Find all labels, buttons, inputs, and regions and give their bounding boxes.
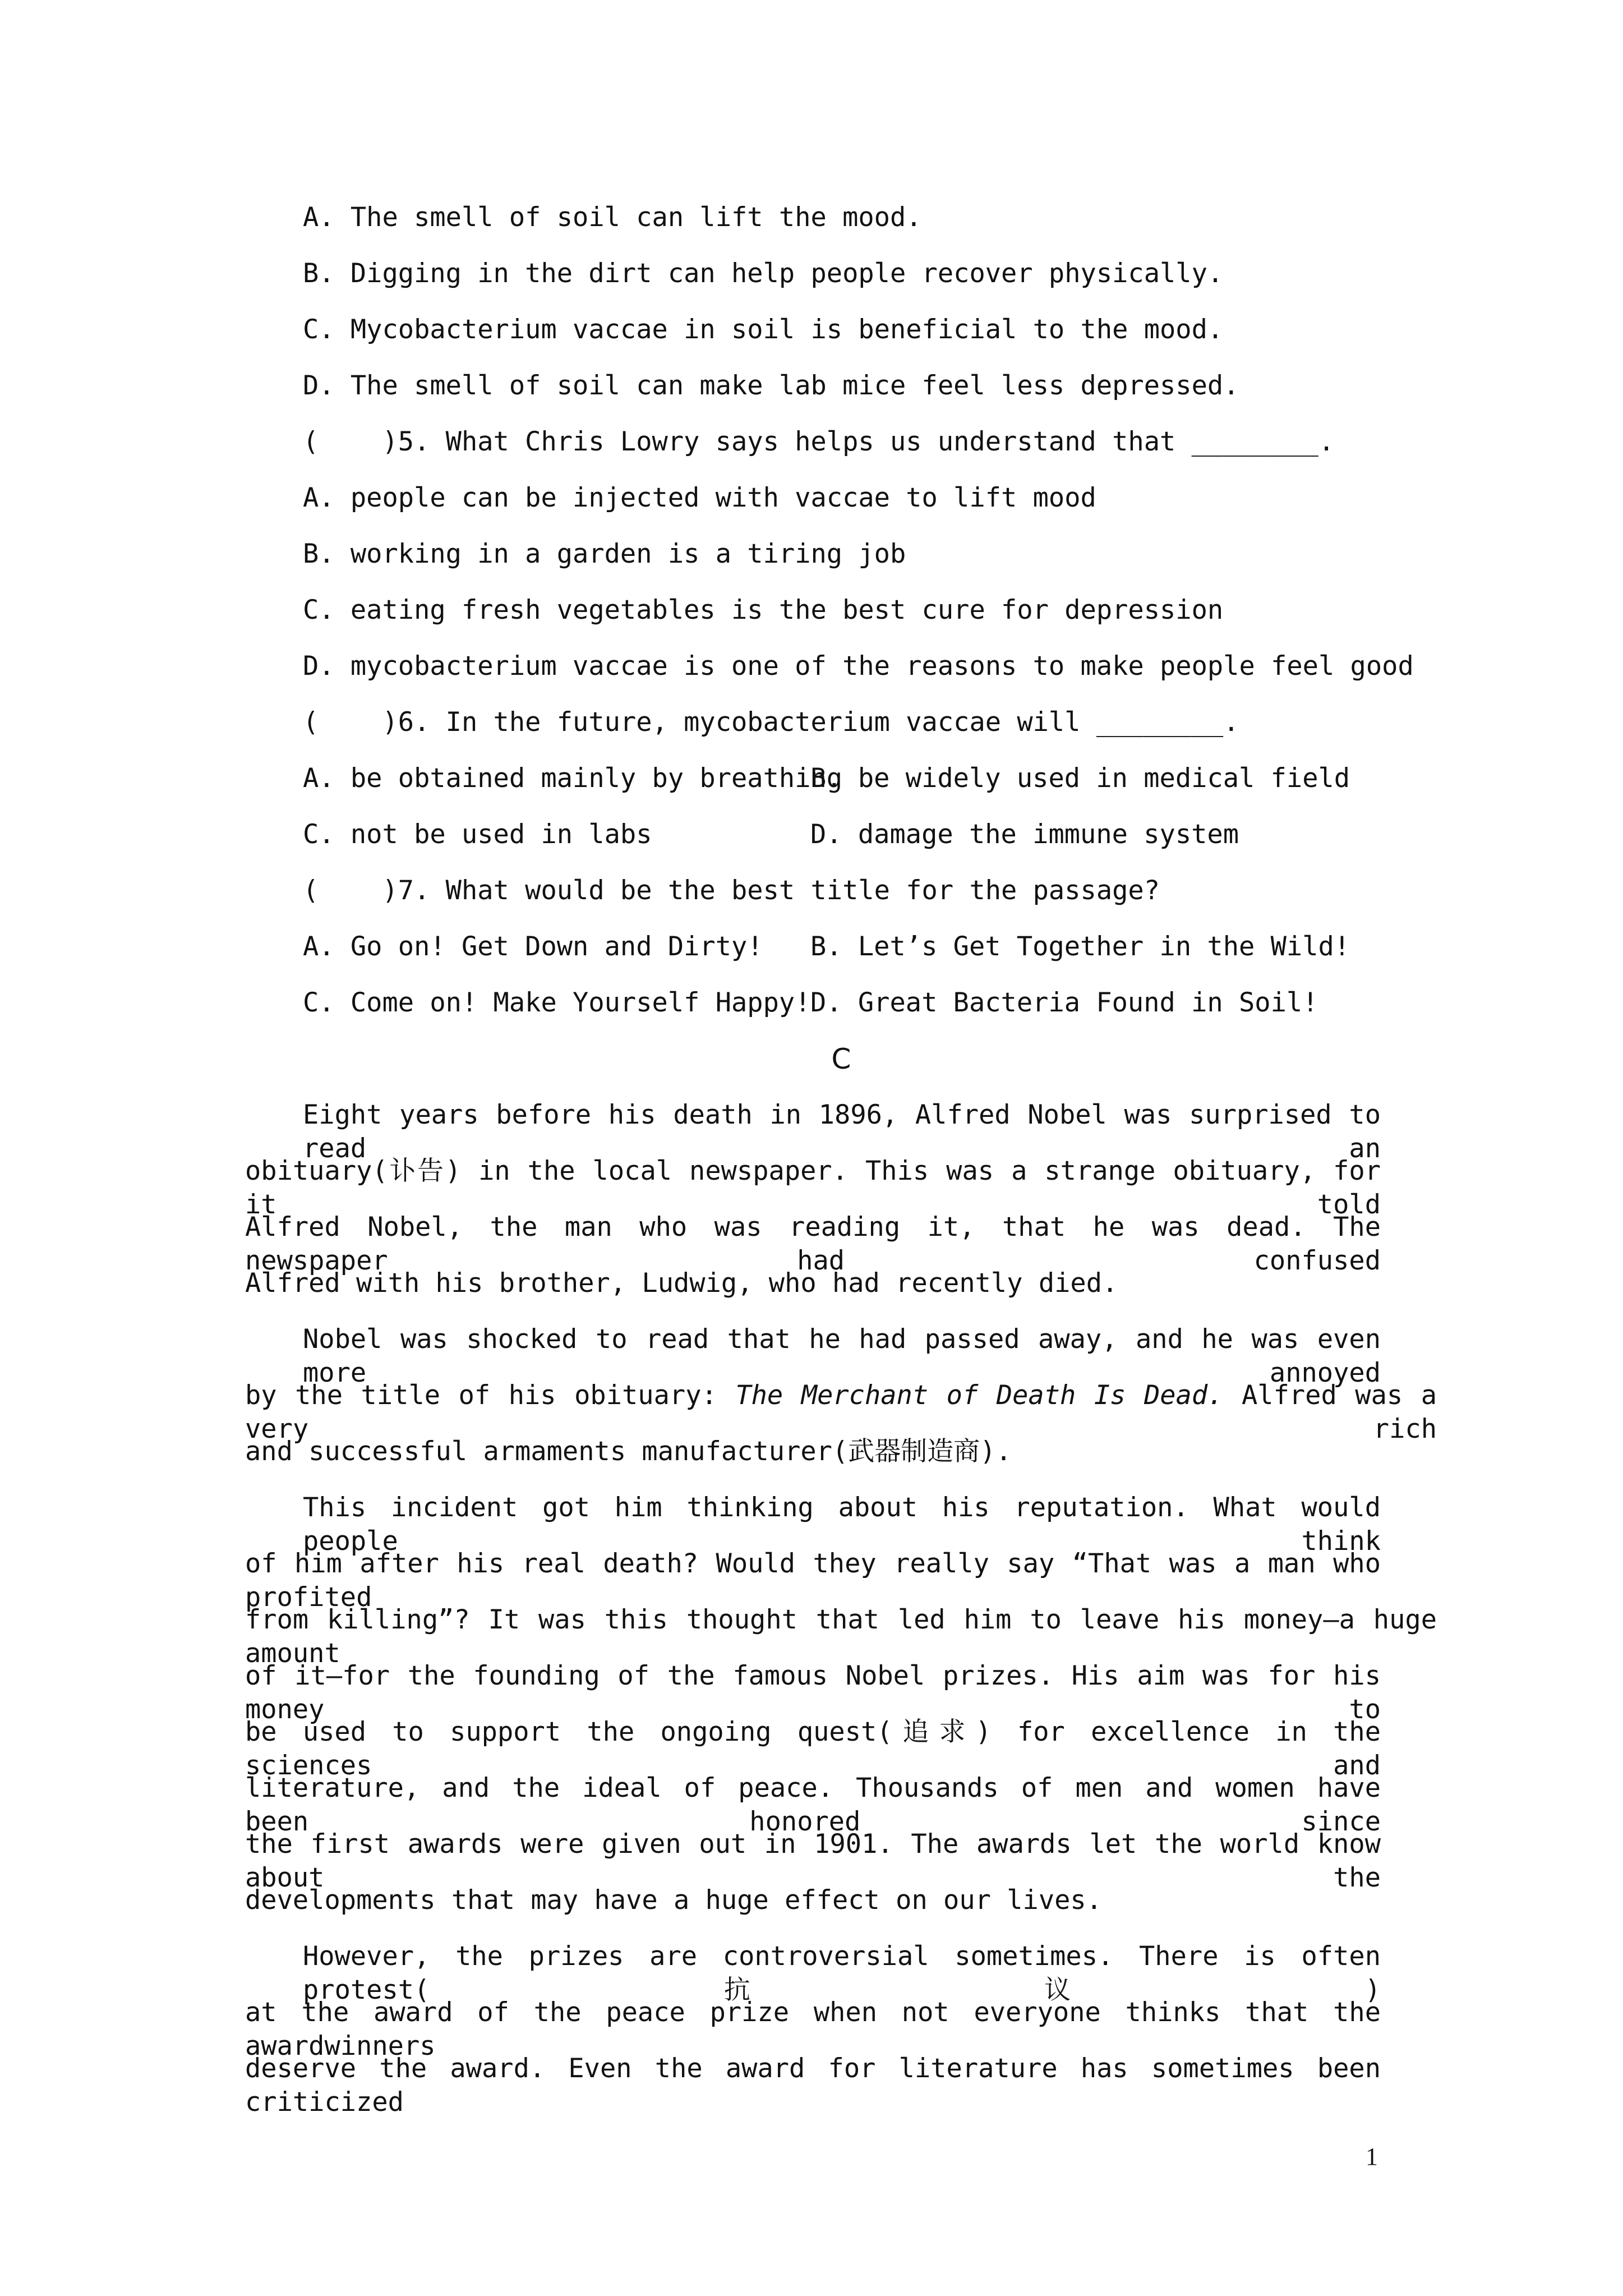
p2-line-2 xyxy=(245,1379,1437,1444)
q4-option-c: C. Mycobacterium vaccae in soil is beneficial to the mood. xyxy=(303,314,1224,345)
p3-line-1: This incident got him thinking about his reputation. What would people think xyxy=(303,1492,1381,1557)
q7-option-b: B. Let’s Get Together in the Wild! xyxy=(810,931,1350,962)
p3-line-5: be used to support the ongoing quest(追求) for excellence in the sciences and xyxy=(245,1717,1381,1781)
q6-stem: ( )6. In the future, mycobacterium vaccae will ________. xyxy=(303,707,1239,738)
q6-option-d: D. damage the immune system xyxy=(810,819,1239,850)
p3-line-4: of it—for the founding of the famous Nobel prizes. His aim was for his money to xyxy=(245,1660,1381,1725)
q6-option-c: C. not be used in labs xyxy=(303,819,652,850)
p2-line-1: Nobel was shocked to read that he had passed away, and he was even more annoyed xyxy=(303,1324,1381,1388)
q7-option-d: D. Great Bacteria Found in Soil! xyxy=(810,987,1318,1018)
p3-line-3: from killing”? It was this thought that led him to leave his money—a huge amount xyxy=(245,1604,1437,1669)
p1-line-3: Alfred Nobel, the man who was reading it, that he was dead. The newspaper had confused xyxy=(245,1212,1381,1276)
q5-option-b: B. working in a garden is a tiring job xyxy=(303,539,906,569)
p4-line-1: However, the prizes are controversial sometimes. There is often protest(抗议) xyxy=(303,1941,1381,2005)
page-number: 1 xyxy=(1366,2143,1378,2170)
q5-option-c: C. eating fresh vegetables is the best cure for depression xyxy=(303,595,1224,625)
q4-option-d: D. The smell of soil can make lab mice feel less depressed. xyxy=(303,370,1239,401)
p3-line-7: the first awards were given out in 1901. The awards let the world know about the xyxy=(245,1829,1381,1893)
q6-option-b: B. be widely used in medical field xyxy=(810,763,1350,794)
q4-option-a: A. The smell of soil can lift the mood. xyxy=(303,202,922,233)
obituary-title: The Merchant of Death Is Dead. xyxy=(735,1380,1224,1411)
p1-line-1: Eight years before his death in 1896, Alfred Nobel was surprised to read an xyxy=(303,1099,1381,1164)
p3-line-6: literature, and the ideal of peace. Thousands of men and women have been honored since xyxy=(245,1773,1381,1837)
p1-line-4: Alfred with his brother, Ludwig, who had recently died. xyxy=(245,1268,1118,1299)
q6-option-a: A. be obtained mainly by breathing xyxy=(303,763,843,794)
q5-stem: ( )5. What Chris Lowry says helps us understand that ________. xyxy=(303,426,1335,457)
p4-line-3: deserve the award. Even the award for literature has sometimes been criticized xyxy=(245,2053,1381,2118)
p2-line-2-lead: by the title of his obituary: xyxy=(245,1380,717,1411)
p1-line-2: obituary(讣告) in the local newspaper. This was a strange obituary, for it told xyxy=(245,1156,1381,1220)
p2-line-2-tail: Alfred was a very rich xyxy=(245,1380,1437,1444)
q7-stem: ( )7. What would be the best title for the passage? xyxy=(303,875,1160,906)
q7-option-c: C. Come on! Make Yourself Happy! xyxy=(303,987,811,1018)
p3-line-8: developments that may have a huge effect on our lives. xyxy=(245,1885,1103,1916)
section-heading: C xyxy=(831,1043,851,1075)
q7-option-a: A. Go on! Get Down and Dirty! xyxy=(303,931,763,962)
q5-option-a: A. people can be injected with vaccae to lift mood xyxy=(303,482,1096,513)
q5-option-d: D. mycobacterium vaccae is one of the reasons to make people feel good xyxy=(303,651,1414,682)
p2-line-3: and successful armaments manufacturer(武器制造商). xyxy=(245,1436,1012,1467)
p4-line-2: at the award of the peace prize when not everyone thinks that the awardwinners xyxy=(245,1997,1381,2062)
q4-option-b: B. Digging in the dirt can help people recover physically. xyxy=(303,258,1224,289)
p3-line-2: of him after his real death? Would they really say “That was a man who profited xyxy=(245,1548,1381,1613)
